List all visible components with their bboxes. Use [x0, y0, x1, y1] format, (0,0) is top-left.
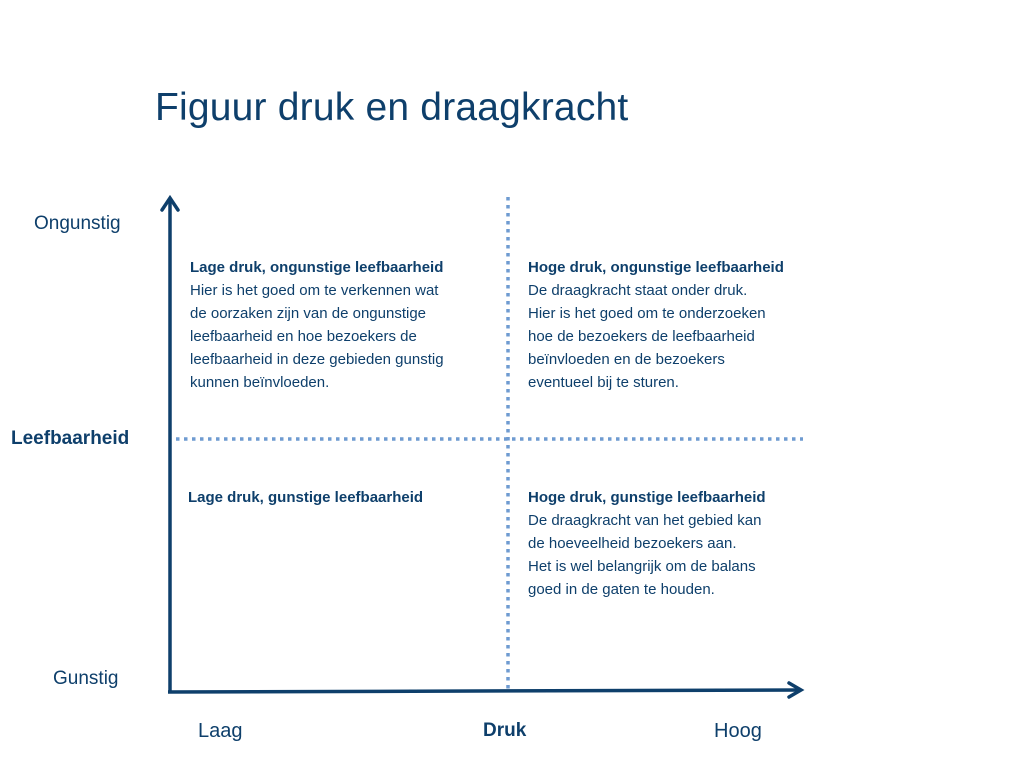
x-axis-title: Druk	[483, 720, 527, 741]
quadrant-text-line: de oorzaken zijn van de ongunstige	[190, 305, 427, 322]
page-title: Figuur druk en draagkracht	[155, 86, 629, 129]
quadrant-text-line: Hier is het goed om te onderzoeken	[528, 305, 766, 322]
x-axis-right-label: Hoog	[714, 720, 762, 742]
quadrant-text-line: beïnvloeden en de bezoekers	[528, 351, 725, 368]
y-axis-top-label: Ongunstig	[34, 213, 121, 234]
quadrant-text-line: leefbaarheid en hoe bezoekers de	[190, 328, 417, 345]
quadrant-text-line: hoe de bezoekers de leefbaarheid	[528, 328, 755, 345]
quadrant-text-line: Het is wel belangrijk om de balans	[528, 558, 756, 575]
quadrant-bottom-right	[528, 486, 766, 601]
quadrant-top-right	[528, 256, 784, 394]
quadrant-text-line: De draagkracht staat onder druk.	[528, 282, 748, 299]
quadrant-text-line: eventueel bij te sturen.	[528, 374, 679, 391]
y-axis-title: Leefbaarheid	[11, 428, 130, 449]
quadrant-heading: Hoge druk, gunstige leefbaarheid	[528, 489, 766, 506]
quadrant-text-line: De draagkracht van het gebied kan	[528, 512, 762, 529]
quadrant-heading: Lage druk, ongunstige leefbaarheid	[190, 259, 444, 276]
quadrant-text-line: de hoeveelheid bezoekers aan.	[528, 535, 737, 552]
x-axis-left-label: Laag	[198, 720, 243, 742]
quadrant-bottom-left	[188, 486, 423, 509]
quadrant-text-line: kunnen beïnvloeden.	[190, 374, 330, 391]
quadrant-text-line: leefbaarheid in deze gebieden gunstig	[190, 351, 444, 368]
quadrant-text-line: Hier is het goed om te verkennen wat	[190, 282, 439, 299]
quadrant-heading: Hoge druk, ongunstige leefbaarheid	[528, 259, 784, 276]
quadrant-heading: Lage druk, gunstige leefbaarheid	[188, 489, 424, 506]
y-axis-bottom-label: Gunstig	[53, 668, 119, 689]
quadrant-top-left	[190, 256, 444, 394]
x-axis-line	[168, 690, 800, 692]
quadrant-text-line: goed in de gaten te houden.	[528, 581, 715, 598]
